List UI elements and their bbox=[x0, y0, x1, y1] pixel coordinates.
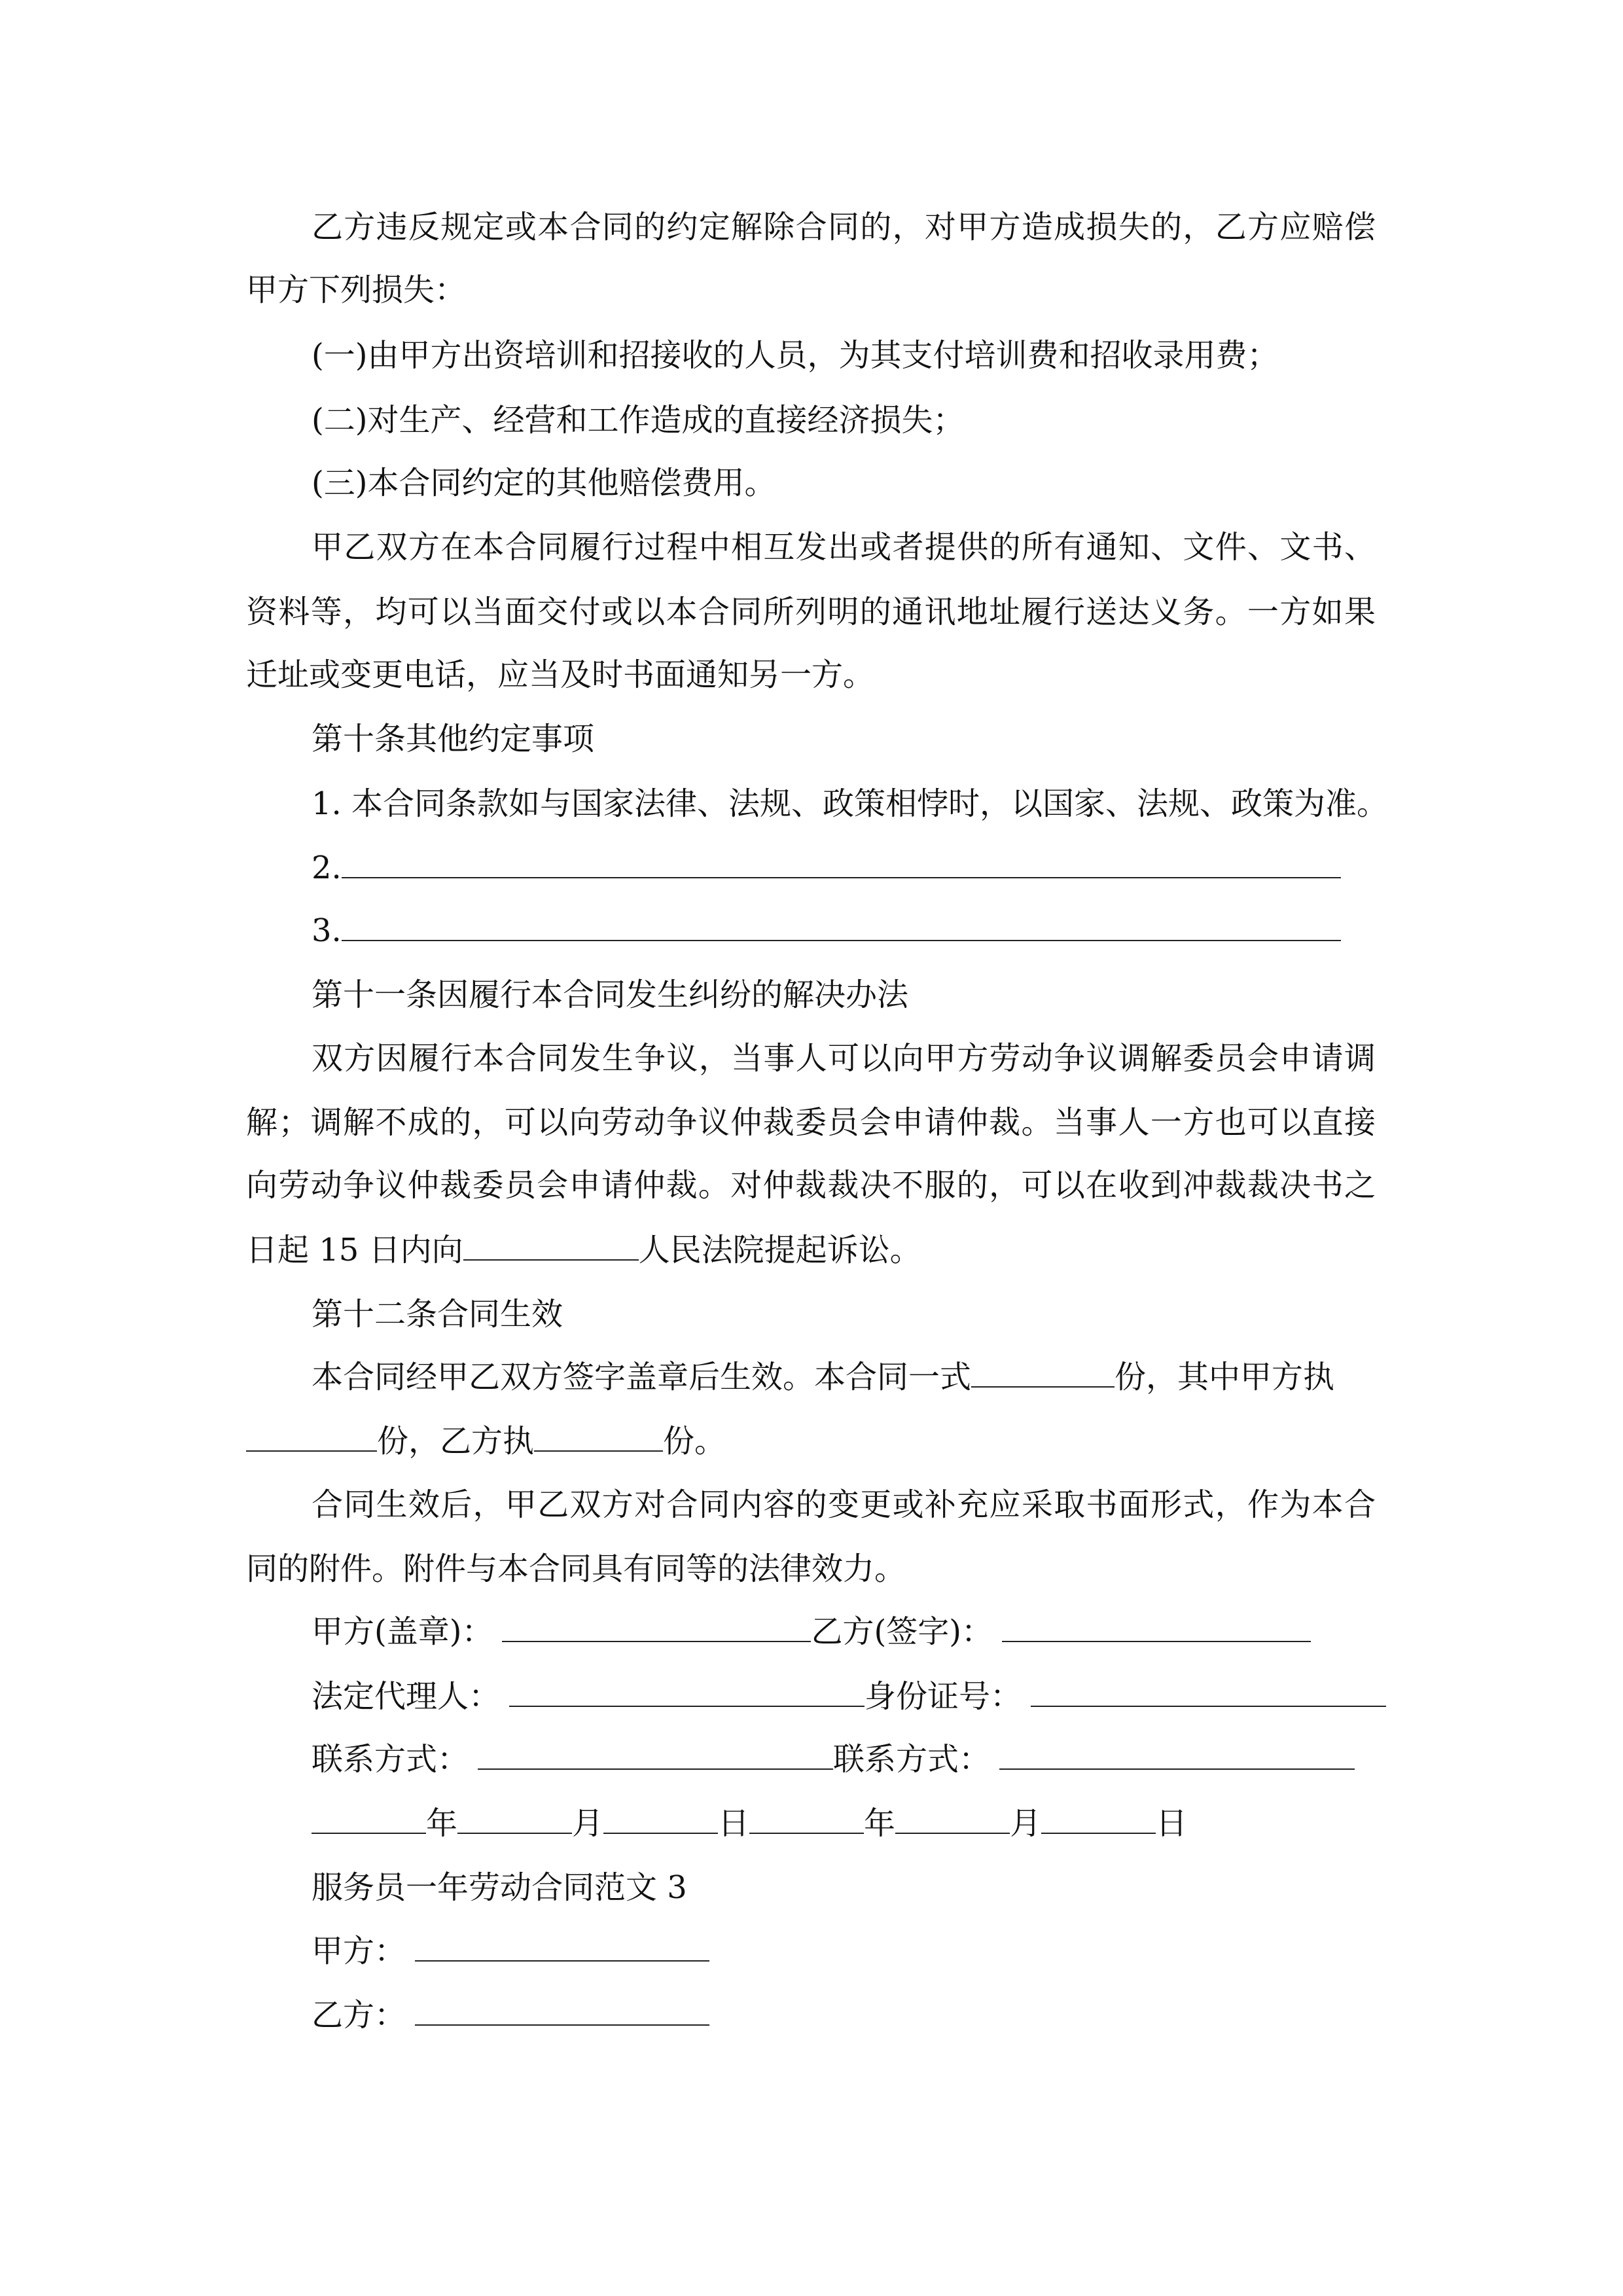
year-label: 年 bbox=[864, 1805, 896, 1842]
contact-b-label: 联系方式： bbox=[833, 1741, 991, 1778]
day-b-field[interactable] bbox=[1041, 1804, 1156, 1834]
month-a-field[interactable] bbox=[457, 1804, 572, 1834]
party-b-field[interactable] bbox=[415, 1996, 709, 2026]
text-segment: 份，其中甲方执 bbox=[1115, 1359, 1335, 1395]
party-row bbox=[312, 1996, 709, 2035]
paragraph-line: 同的附件。附件与本合同具有同等的法律效力。 bbox=[246, 1551, 906, 1587]
signature-row bbox=[312, 1612, 1311, 1651]
signature-row bbox=[312, 1740, 1355, 1779]
day-a-field[interactable] bbox=[603, 1804, 718, 1834]
paragraph-line bbox=[246, 1230, 921, 1270]
month-label: 月 bbox=[572, 1805, 604, 1842]
party-row bbox=[312, 1931, 709, 1971]
party-b-sign-label: 乙方(签字)： bbox=[811, 1613, 993, 1650]
party-a-field[interactable] bbox=[415, 1931, 709, 1962]
paragraph-line: 向劳动争议仲裁委员会申请仲裁。对仲裁裁决不服的，可以在收到冲裁裁决书之 bbox=[246, 1167, 1376, 1204]
legal-rep-label: 法定代理人： bbox=[312, 1678, 501, 1715]
paragraph-line: 合同生效后，甲乙双方对合同内容的变更或补充应采取书面形式，作为本合 bbox=[312, 1486, 1376, 1523]
party-b-sign-field[interactable] bbox=[1002, 1612, 1311, 1642]
blank-field[interactable] bbox=[342, 911, 1341, 941]
list-item: (一)由甲方出资培训和招接收的人员，为其支付培训费和招收录用费； bbox=[312, 337, 1279, 374]
contact-b-field[interactable] bbox=[999, 1740, 1355, 1770]
paragraph-line: 甲方下列损失： bbox=[246, 272, 467, 308]
month-label: 月 bbox=[1010, 1805, 1042, 1842]
party-a-seal-label: 甲方(盖章)： bbox=[312, 1613, 493, 1650]
text-segment: 份，乙方执 bbox=[377, 1423, 535, 1460]
list-item bbox=[312, 848, 1341, 888]
item-number: 3. bbox=[312, 912, 342, 949]
paragraph-line: 甲乙双方在本合同履行过程中相互发出或者提供的所有通知、文件、文书、 bbox=[312, 529, 1376, 565]
blank-field[interactable] bbox=[342, 848, 1341, 878]
date-row bbox=[312, 1804, 1187, 1843]
section-title: 服务员一年劳动合同范文 3 bbox=[312, 1869, 687, 1906]
item-number: 2. bbox=[312, 850, 342, 886]
day-label: 日 bbox=[718, 1805, 750, 1842]
legal-rep-field[interactable] bbox=[509, 1677, 865, 1707]
court-blank[interactable] bbox=[463, 1230, 639, 1261]
text-segment: 本合同经甲乙双方签字盖章后生效。本合同一式 bbox=[312, 1359, 972, 1395]
year-label: 年 bbox=[426, 1805, 458, 1842]
year-a-field[interactable] bbox=[312, 1804, 426, 1834]
id-number-label: 身份证号： bbox=[865, 1678, 1022, 1715]
copies-party-a-blank[interactable] bbox=[246, 1422, 377, 1452]
day-label: 日 bbox=[1156, 1805, 1188, 1842]
year-b-field[interactable] bbox=[749, 1804, 864, 1834]
paragraph-line: 资料等，均可以当面交付或以本合同所列明的通讯地址履行送达义务。一方如果 bbox=[246, 594, 1376, 630]
article-11-heading: 第十一条因履行本合同发生纠纷的解决办法 bbox=[312, 977, 909, 1013]
paragraph-line: 解；调解不成的，可以向劳动争议仲裁委员会申请仲裁。当事人一方也可以直接 bbox=[246, 1104, 1376, 1141]
article-12-heading: 第十二条合同生效 bbox=[312, 1296, 563, 1333]
party-a-label: 甲方： bbox=[312, 1933, 406, 1969]
id-number-field[interactable] bbox=[1031, 1677, 1386, 1707]
text-segment: 份。 bbox=[663, 1423, 726, 1460]
contact-a-field[interactable] bbox=[478, 1740, 833, 1770]
contact-a-label: 联系方式： bbox=[312, 1741, 469, 1778]
month-b-field[interactable] bbox=[895, 1804, 1010, 1834]
article-10-heading: 第十条其他约定事项 bbox=[312, 721, 595, 757]
paragraph-line bbox=[246, 1422, 726, 1461]
list-item: (三)本合同约定的其他赔偿费用。 bbox=[312, 465, 776, 501]
paragraph-line: 迁址或变更电话，应当及时书面通知另一方。 bbox=[246, 656, 875, 693]
text-segment: 日起 15 日内向 bbox=[246, 1232, 463, 1268]
paragraph-line: 双方因履行本合同发生争议，当事人可以向甲方劳动争议调解委员会申请调 bbox=[312, 1040, 1376, 1077]
copies-party-b-blank[interactable] bbox=[534, 1422, 663, 1452]
paragraph-line bbox=[312, 1357, 1334, 1397]
signature-row bbox=[312, 1677, 1386, 1716]
party-a-seal-field[interactable] bbox=[502, 1612, 811, 1642]
text-segment: 人民法院提起诉讼。 bbox=[638, 1232, 921, 1268]
list-item: 1. 本合同条款如与国家法律、法规、政策相悖时，以国家、法规、政策为准。 bbox=[312, 785, 1389, 822]
paragraph-line: 乙方违反规定或本合同的约定解除合同的，对甲方造成损失的，乙方应赔偿 bbox=[312, 209, 1376, 245]
copies-total-blank[interactable] bbox=[971, 1357, 1115, 1388]
list-item: (二)对生产、经营和工作造成的直接经济损失； bbox=[312, 402, 965, 439]
party-b-label: 乙方： bbox=[312, 1997, 406, 2034]
list-item bbox=[312, 911, 1341, 950]
